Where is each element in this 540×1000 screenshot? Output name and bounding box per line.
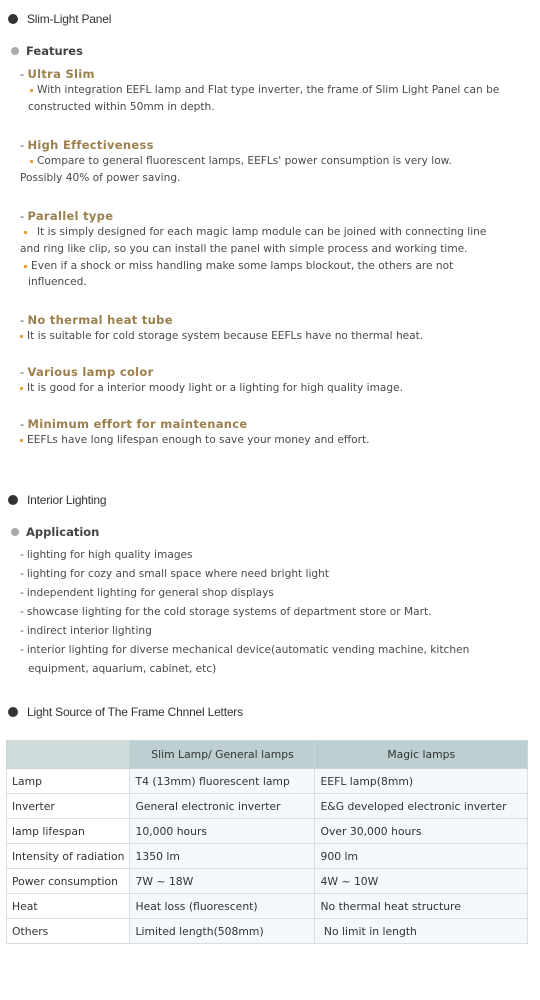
feature-heading: - Various lamp color — [20, 365, 154, 379]
table-cell: No limit in length — [315, 919, 528, 944]
table-row — [7, 869, 528, 894]
table-row — [7, 844, 528, 869]
application-list — [20, 546, 469, 679]
feature-heading: - High Effectiveness — [20, 138, 154, 152]
bullet-dot-icon — [11, 47, 19, 55]
features-title: Features — [11, 43, 83, 59]
feature-text: Possibly 40% of power saving. — [20, 172, 181, 184]
list-item: - lighting for high quality images — [20, 549, 193, 561]
bullet-dot-icon — [11, 528, 19, 536]
table-row — [7, 919, 528, 944]
table-cell: General electronic inverter — [130, 794, 315, 819]
table-cell: 7W ~ 18W — [130, 869, 315, 894]
table-cell: EEFL lamp(8mm) — [315, 769, 528, 794]
list-item: - independent lighting for general shop displays — [20, 587, 274, 599]
feature-heading: - Minimum effort for maintenance — [20, 417, 248, 431]
application-title: Application — [11, 524, 99, 540]
table-cell: Power consumption — [7, 869, 130, 894]
table-cell: lamp lifespan — [7, 819, 130, 844]
table-cell: Over 30,000 hours — [315, 819, 528, 844]
comparison-table — [6, 740, 528, 944]
table-header-cell — [7, 741, 130, 769]
table-cell: Intensity of radiation — [7, 844, 130, 869]
feature-text: Even if a shock or miss handling make some lamps blockout, the others are not — [24, 258, 453, 275]
section-title-light-source: Light Source of The Frame Chnnel Letters — [8, 703, 243, 721]
feature-text: It is good for a interior moody light or a lighting for high quality image. — [20, 380, 403, 397]
table-cell: Heat loss (fluorescent) — [130, 894, 315, 919]
list-item: - lighting for cozy and small space where need bright light — [20, 568, 330, 580]
table-cell: 4W ~ 10W — [315, 869, 528, 894]
feature-text: It is simply designed for each magic lamp module can be joined with connecting line — [24, 224, 486, 241]
table-cell: 10,000 hours — [130, 819, 315, 844]
feature-text: and ring like clip, so you can install the panel with simple process and working time. — [20, 243, 468, 255]
feature-text: influenced. — [28, 276, 87, 288]
feature-heading: - Ultra Slim — [20, 67, 95, 81]
table-header-cell: Slim Lamp/ General lamps — [130, 741, 315, 769]
table-header-cell: Magic lamps — [315, 741, 528, 769]
bullet-dot-icon — [8, 707, 18, 717]
bullet-dot-icon — [8, 495, 18, 505]
table-cell: No thermal heat structure — [315, 894, 528, 919]
table-cell: Inverter — [7, 794, 130, 819]
table-row — [7, 894, 528, 919]
table-row — [7, 819, 528, 844]
feature-text: EEFLs have long lifespan enough to save your money and effort. — [20, 432, 370, 449]
section-title-slim-light-panel: Slim-Light Panel — [8, 10, 111, 28]
table-cell: Others — [7, 919, 130, 944]
feature-text: Compare to general fluorescent lamps, EEFLs' power consumption is very low. — [30, 153, 452, 170]
feature-heading: - No thermal heat tube — [20, 313, 173, 327]
list-item: - showcase lighting for the cold storage systems of department store or Mart. — [20, 606, 432, 618]
list-item: - interior lighting for diverse mechanical device(automatic vending machine, kitchen — [20, 644, 470, 656]
list-item: - indirect interior lighting — [20, 625, 152, 637]
table-header-row — [7, 741, 528, 769]
table-cell: 900 lm — [315, 844, 528, 869]
section-title-interior-lighting: Interior Lighting — [8, 491, 106, 509]
table-row — [7, 769, 528, 794]
table-cell: Limited length(508mm) — [130, 919, 315, 944]
feature-text: It is suitable for cold storage system because EEFLs have no thermal heat. — [20, 328, 423, 345]
table-cell: E&G developed electronic inverter — [315, 794, 528, 819]
table-row — [7, 794, 528, 819]
list-item: equipment, aquarium, cabinet, etc) — [28, 663, 217, 675]
feature-text: With integration EEFL lamp and Flat type inverter, the frame of Slim Light Panel can be — [30, 82, 499, 99]
table-cell: Lamp — [7, 769, 130, 794]
table-cell: Heat — [7, 894, 130, 919]
feature-heading: - Parallel type — [20, 209, 114, 223]
table-cell: T4 (13mm) fluorescent lamp — [130, 769, 315, 794]
bullet-dot-icon — [8, 14, 18, 24]
table-cell: 1350 lm — [130, 844, 315, 869]
feature-text: constructed within 50mm in depth. — [28, 101, 215, 113]
